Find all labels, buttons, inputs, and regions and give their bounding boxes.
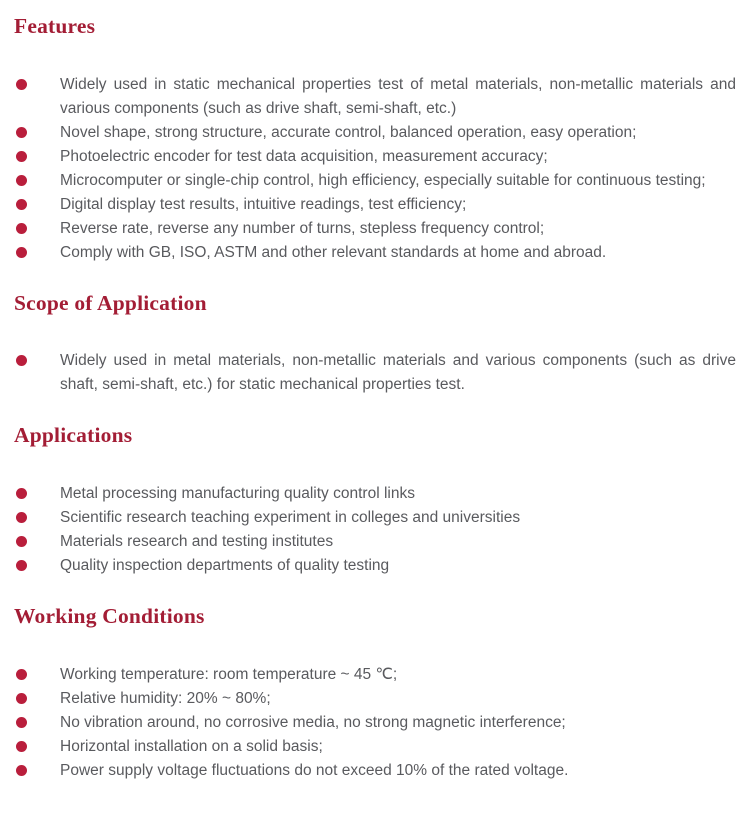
list-item <box>14 735 736 759</box>
section-working-conditions <box>14 604 736 783</box>
applications-list <box>14 482 736 578</box>
bullet-icon <box>16 512 27 523</box>
list-item <box>14 169 736 193</box>
list-item <box>14 530 736 554</box>
list-item-text: Reverse rate, reverse any number of turns, stepless frequency control; <box>60 219 545 237</box>
list-item-text: Materials research and testing institutes <box>60 533 334 551</box>
section-heading-scope-of-application: Scope of Application <box>14 290 207 315</box>
bullet-icon <box>16 127 27 138</box>
list-item-text: Horizontal installation on a solid basis; <box>60 737 323 755</box>
list-item <box>14 73 736 121</box>
bullet-icon <box>16 247 27 258</box>
bullet-icon <box>16 693 27 704</box>
list-item-text: Working temperature: room temperature ~ 45 ℃; <box>60 665 398 683</box>
section-scope-of-application <box>14 291 736 398</box>
list-item-text: Scientific research teaching experiment in colleges and universities <box>60 509 521 527</box>
list-item-text: Digital display test results, intuitive readings, test efficiency; <box>60 195 467 213</box>
features-list <box>14 73 736 265</box>
list-item-text: Comply with GB, ISO, ASTM and other relevant standards at home and abroad. <box>60 243 607 261</box>
list-item <box>14 554 736 578</box>
list-item <box>14 506 736 530</box>
section-features <box>14 14 736 265</box>
bullet-icon <box>16 717 27 728</box>
bullet-icon <box>16 488 27 499</box>
bullet-icon <box>16 199 27 210</box>
scope-list <box>14 349 736 397</box>
list-item <box>14 711 736 735</box>
list-item-text: Photoelectric encoder for test data acquisition, measurement accuracy; <box>60 147 548 165</box>
bullet-icon <box>16 536 27 547</box>
list-item <box>14 121 736 145</box>
section-heading-features: Features <box>14 14 96 38</box>
section-heading-working-conditions: Working Conditions <box>14 604 205 629</box>
bullet-icon <box>16 355 27 366</box>
list-item <box>14 217 736 241</box>
list-item <box>14 193 736 217</box>
list-item <box>14 759 736 783</box>
list-item-text: Widely used in metal materials, non-metallic materials and various components (such as drive shaft, semi-shaft, etc.) for static mechanical properties test. <box>60 352 736 394</box>
list-item <box>14 687 736 711</box>
section-applications <box>14 423 736 578</box>
list-item-text: Metal processing manufacturing quality control links <box>60 485 415 503</box>
bullet-icon <box>16 151 27 162</box>
list-item <box>14 482 736 506</box>
list-item-text: No vibration around, no corrosive media, no strong magnetic interference; <box>60 713 566 731</box>
list-item-text: Microcomputer or single-chip control, high efficiency, especially suitable for continuous testing; <box>60 171 706 189</box>
bullet-icon <box>16 223 27 234</box>
list-item <box>14 349 736 397</box>
list-item <box>14 241 736 265</box>
bullet-icon <box>16 79 27 90</box>
list-item-text: Widely used in static mechanical properties test of metal materials, non-metallic materials and various components (such as drive shaft, semi-shaft, etc.) <box>60 75 736 117</box>
list-item-text: Power supply voltage fluctuations do not exceed 10% of the rated voltage. <box>60 761 569 779</box>
bullet-icon <box>16 560 27 571</box>
bullet-icon <box>16 669 27 680</box>
list-item <box>14 145 736 169</box>
bullet-icon <box>16 765 27 776</box>
list-item <box>14 663 736 687</box>
working-conditions-list <box>14 663 736 783</box>
list-item-text: Quality inspection departments of quality testing <box>60 557 390 575</box>
list-item-text: Relative humidity: 20% ~ 80%; <box>60 689 271 707</box>
list-item-text: Novel shape, strong structure, accurate control, balanced operation, easy operation; <box>60 123 637 141</box>
bullet-icon <box>16 175 27 186</box>
bullet-icon <box>16 741 27 752</box>
section-heading-applications: Applications <box>14 423 133 448</box>
